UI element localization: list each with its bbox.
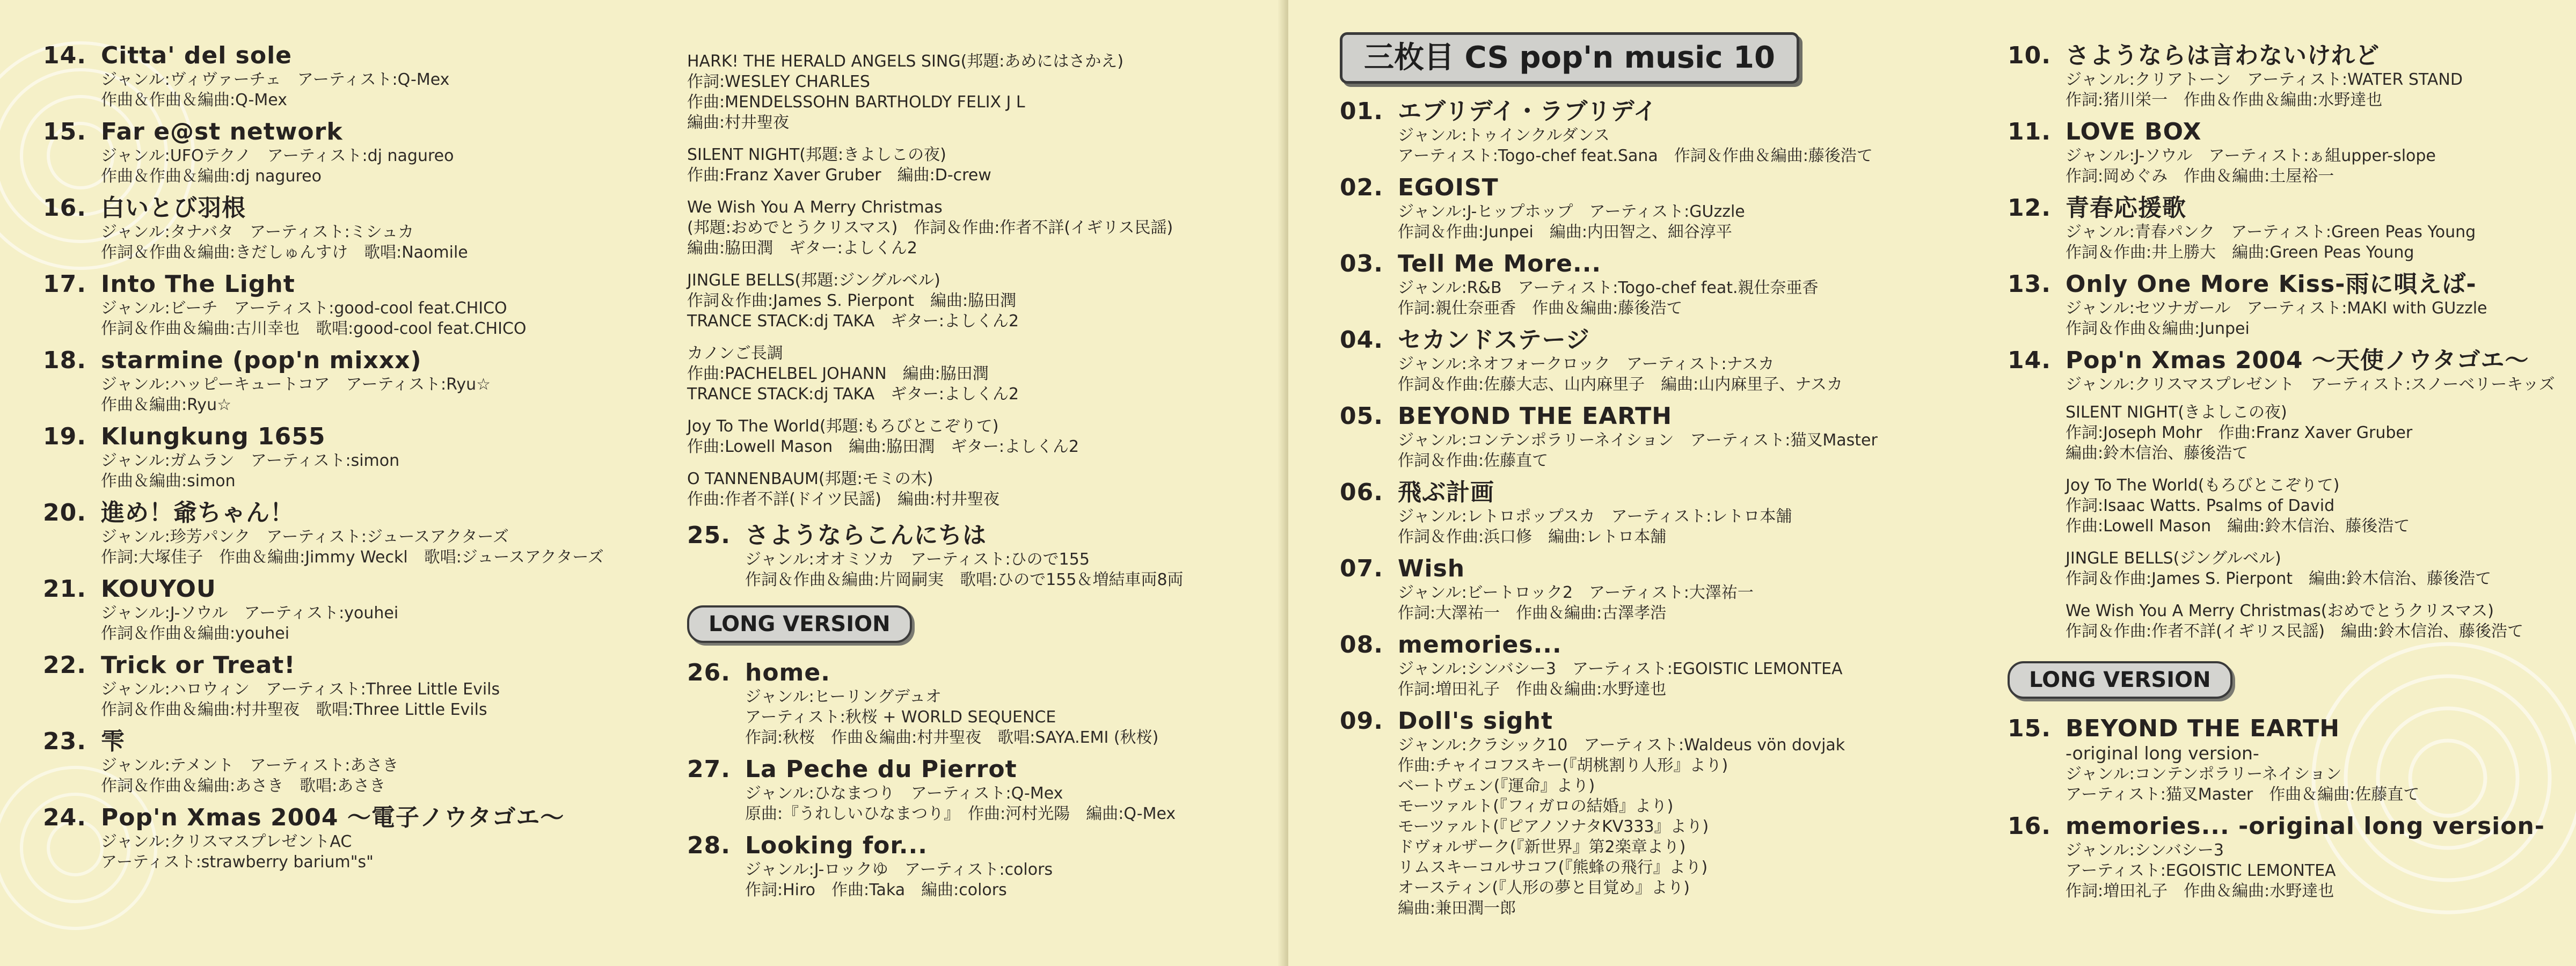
track-number: 15. [2008, 715, 2051, 742]
track-number: 05. [1340, 402, 1383, 430]
track-credit: 作詞:猪川栄一 作曲＆作曲＆編曲:水野達也 [2066, 91, 2383, 109]
right-track-column [1340, 32, 2000, 926]
track-number: 26. [687, 659, 731, 686]
track-credit: 作詞:増田礼子 作曲＆編曲:水野達也 [1398, 680, 1667, 699]
track-credit: ジャンル:クリスマスプレゼント アーティスト:スノーベリーキッズ [2066, 375, 2555, 394]
track-credit: ジャンル:J-ヒップホップ アーティスト:GUzzle [1398, 202, 1745, 221]
track-number: 27. [687, 756, 731, 783]
track-credit: 作詞＆作曲＆編曲:片岡嗣実 歌唱:ひので155＆増結車両8両 [745, 570, 1184, 589]
track-name: 進め！爺ちゃん！ [101, 499, 294, 526]
medley-credit: 作曲:MENDELSSOHN BARTHOLDY FELIX J L [687, 93, 1025, 112]
track-name: さようならこんにちは [745, 522, 987, 549]
long-version-badge-wrap [2008, 654, 2560, 715]
track-number: 14. [2008, 347, 2051, 374]
track-credit: ジャンル:R&B アーティスト:Togo-chef feat.親仕奈亜香 [1398, 279, 1819, 297]
track-title [2008, 715, 2560, 743]
track-credit: 作詞＆作曲:佐藤大志、山内麻里子 編曲:山内麻里子、ナスカ [1398, 375, 1843, 394]
medley-credit: 作曲:作者不詳(ドイツ民謡) 編曲:村井聖夜 [687, 490, 1000, 509]
track-title [43, 804, 676, 832]
track-credit: 作詞:秋桜 作曲＆編曲:村井聖夜 歌唱:SAYA.EMI (秋桜) [745, 728, 1159, 747]
track-entry [2008, 118, 2560, 187]
track-credit: 作詞＆作曲＆編曲:古川幸也 歌唱:good-cool feat.CHICO [101, 319, 527, 338]
track-name: Citta' del sole [101, 42, 292, 69]
track-number: 12. [2008, 194, 2051, 222]
medley-song-title: We Wish You A Merry Christmas [687, 198, 943, 217]
track-name: KOUYOU [101, 575, 216, 603]
track-credit: 原曲:『うれしいひなまつり』 作曲:河村光陽 編曲:Q-Mex [745, 804, 1176, 823]
track-credit: 作詞＆作曲:浜口修 編曲:レトロ本舗 [1398, 528, 1667, 546]
track-number: 24. [43, 804, 86, 831]
medley-credit: 作詞:WESLEY CHARLES [687, 72, 870, 91]
track-entry [687, 756, 1267, 824]
track-credit: 作詞＆作曲＆編曲:Junpei [2066, 319, 2250, 338]
track-title [2008, 270, 2560, 298]
medley-credit: 作曲:Lowell Mason 編曲:脇田潤 ギター:よしくん2 [687, 437, 1079, 456]
track-entry [1340, 402, 2000, 471]
medley-song-title: Joy To The World(もろびとこぞりて) [2066, 476, 2340, 495]
track-title [1340, 555, 2000, 583]
track-number: 09. [1340, 707, 1383, 735]
track-credit: アーティスト:EGOISTIC LEMONTEA [2066, 861, 2336, 880]
track-title [1340, 326, 2000, 354]
track-name: Looking for... [745, 832, 928, 859]
track-credit: ジャンル:オオミソカ アーティスト:ひので155 [745, 550, 1090, 569]
track-title [1340, 98, 2000, 126]
track-credit: 作詞＆作曲:Junpei 編曲:内田智之、細谷淳平 [1398, 223, 1732, 241]
medley-credit: 編曲:脇田潤 ギター:よしくん2 [687, 239, 918, 258]
track-number: 16. [43, 194, 86, 222]
track-number: 21. [43, 575, 86, 603]
track-credit: ジャンル:珍芳パンク アーティスト:ジュースアクターズ [101, 528, 509, 546]
medley-block [687, 197, 1267, 259]
track-name: memories... [1398, 631, 1562, 658]
track-number: 15. [43, 118, 86, 145]
track-credit: 作曲＆作曲＆編曲:Q-Mex [101, 91, 287, 109]
track-title [2008, 813, 2560, 840]
track-name: BEYOND THE EARTH [2066, 715, 2340, 742]
track-title [43, 423, 676, 451]
track-credit: 作曲＆作曲＆編曲:dj nagureo [101, 167, 322, 186]
track-title [687, 756, 1267, 784]
track-name: Wish [1398, 555, 1465, 582]
track-credit: リムスキーコルサコフ(『熊蜂の飛行』より) [1398, 858, 1708, 877]
track-credit: ジャンル:ネオフォークロック アーティスト:ナスカ [1398, 355, 1775, 374]
track-credit: ジャンル:クリスマスプレゼントAC [101, 832, 352, 851]
track-number: 02. [1340, 174, 1383, 201]
track-credit: ドヴォルザーク(『新世界』第2楽章より) [1398, 838, 1686, 857]
track-title [687, 832, 1267, 860]
track-credit: ジャンル:ヴィヴァーチェ アーティスト:Q-Mex [101, 70, 450, 89]
track-title [1340, 402, 2000, 430]
track-name: memories... -original long version- [2066, 813, 2545, 840]
track-entry [1340, 98, 2000, 166]
track-credit: ジャンル:青春パンク アーティスト:Green Peas Young [2066, 223, 2476, 241]
track-name: Trick or Treat! [101, 652, 296, 679]
track-entry [2008, 715, 2560, 805]
track-title [1340, 707, 2000, 735]
medley-block [2066, 548, 2560, 589]
track-title [43, 347, 676, 375]
track-number: 22. [43, 652, 86, 679]
track-entry [2008, 813, 2560, 902]
medley-block [687, 52, 1267, 133]
track-title [2008, 194, 2560, 222]
track-credit: 作詞＆作曲:佐藤直て [1398, 451, 1549, 470]
track-credit: ジャンル:タナバタ アーティスト:ミシュカ [101, 223, 414, 241]
track-number: 16. [2008, 813, 2051, 840]
track-name: La Peche du Pierrot [745, 756, 1017, 783]
track-number: 25. [687, 522, 731, 549]
medley-credit: 編曲:村井聖夜 [687, 113, 790, 132]
track-title [2008, 42, 2560, 70]
track-credit: 作詞＆作曲＆編曲:村井聖夜 歌唱:Three Little Evils [101, 700, 487, 719]
track-credit: ジャンル:セツナガール アーティスト:MAKI with GUzzle [2066, 299, 2487, 318]
track-credit: 作詞:大塚佳子 作曲＆編曲:Jimmy Weckl 歌唱:ジュースアクターズ [101, 548, 604, 567]
track-credit: ジャンル:ハロウィン アーティスト:Three Little Evils [101, 680, 500, 699]
track-credit: ジャンル:クラシック10 アーティスト:Waldeus vön dovjak [1398, 736, 1845, 755]
track-title [2008, 347, 2560, 375]
track-credit: 作詞:増田礼子 作曲＆編曲:水野達也 [2066, 882, 2334, 901]
track-name: Doll's sight [1398, 707, 1553, 735]
track-name: さようならは言わないけれど [2066, 42, 2380, 69]
track-entry [43, 575, 676, 644]
track-number: 28. [687, 832, 731, 859]
track-name: セカンドステージ [1398, 326, 1590, 354]
track-credit: ジャンル:コンテンポラリーネイション [2066, 765, 2342, 784]
track-title [1340, 174, 2000, 202]
track-entry [1340, 555, 2000, 624]
track-credit: 作詞＆作曲＆編曲:あさき 歌唱:あさき [101, 777, 386, 795]
track-name: Only One More Kiss-雨に唄えば- [2066, 270, 2477, 298]
track-number: 19. [43, 423, 86, 450]
track-title [43, 118, 676, 146]
medley-credit: TRANCE STACK:dj TAKA ギター:よしくん2 [687, 312, 1019, 331]
medley-block [687, 270, 1267, 332]
track-credit: アーティスト:Togo-chef feat.Sana 作詞＆作曲＆編曲:藤後浩て [1398, 147, 1873, 165]
track-number: 14. [43, 42, 86, 69]
track-entry [1340, 631, 2000, 700]
medley-credit: 作曲:PACHELBEL JOHANN 編曲:脇田潤 [687, 364, 989, 383]
track-name: Pop'n Xmas 2004 ～電子ノウタゴエ～ [101, 804, 565, 831]
track-credit: 作曲:チャイコフスキー(『胡桃割り人形』より) [1398, 756, 1728, 775]
track-title [43, 499, 676, 527]
track-entry [2008, 194, 2560, 263]
medley-list [2008, 402, 2560, 642]
track-title [43, 652, 676, 679]
track-credit: ジャンル:J-ロックゆ アーティスト:colors [745, 860, 1053, 879]
medley-song-title: JINGLE BELLS(ジングルベル) [2066, 549, 2281, 568]
track-number: 06. [1340, 479, 1383, 506]
medley-credit: TRANCE STACK:dj TAKA ギター:よしくん2 [687, 385, 1019, 404]
track-credit: ジャンル:テメント アーティスト:あさき [101, 756, 399, 775]
track-entry [1340, 707, 2000, 919]
track-name: BEYOND THE EARTH [1398, 402, 1673, 430]
track-entry [43, 118, 676, 187]
track-name: LOVE BOX [2066, 118, 2202, 145]
track-credit: 作詞＆作曲:井上勝大 編曲:Green Peas Young [2066, 243, 2414, 262]
track-title [43, 575, 676, 603]
track-number: 04. [1340, 326, 1383, 354]
track-credit: ジャンル:トゥインクルダンス [1398, 126, 1610, 145]
medley-credit: 作曲:Lowell Mason 編曲:鈴木信治、藤後浩て [2066, 517, 2410, 536]
track-title [687, 522, 1267, 550]
track-title [43, 42, 676, 70]
track-title [43, 728, 676, 756]
track-entry [1340, 326, 2000, 395]
medley-song-title: O TANNENBAUM(邦題:モミの木) [687, 470, 933, 488]
track-credit: アーティスト:strawberry barium"s" [101, 853, 374, 872]
track-entry [1340, 250, 2000, 319]
medley-block [2066, 402, 2560, 464]
track-credit: アーティスト:秋桜 + WORLD SEQUENCE [745, 708, 1056, 727]
track-name: 飛ぶ計画 [1398, 479, 1494, 506]
track-name: home. [745, 659, 830, 686]
track-credit: ジャンル:ビートロック2 アーティスト:大澤祐一 [1398, 583, 1754, 602]
track-credit: ジャンル:J-ソウル アーティスト:ぁ組upper-slope [2066, 147, 2436, 165]
medley-credit: (邦題:おめでとうクリスマス) 作詞＆作曲:作者不詳(イギリス民謡) [687, 218, 1173, 237]
track-credit: オースティン(『人形の夢と目覚め』より) [1398, 879, 1690, 897]
medley-block [687, 145, 1267, 186]
medley-block [2066, 601, 2560, 642]
track-name: Klungkung 1655 [101, 423, 326, 450]
track-name: Far e@st network [101, 118, 343, 145]
track-entry [1340, 479, 2000, 547]
medley-block [687, 469, 1267, 510]
track-entry [43, 652, 676, 720]
track-name: Tell Me More... [1398, 250, 1602, 277]
track-title [1340, 250, 2000, 278]
medley-block [687, 416, 1267, 457]
track-entry [2008, 42, 2560, 111]
track-name: Pop'n Xmas 2004 ～天使ノウタゴエ～ [2066, 347, 2529, 374]
track-credit: 作詞:Hiro 作曲:Taka 編曲:colors [745, 881, 1007, 899]
track-entry [43, 804, 676, 873]
track-entry [687, 832, 1267, 901]
track-title [687, 659, 1267, 687]
track-name: エブリデイ・ラブリデイ [1398, 98, 1658, 125]
track-credit: ジャンル:シンバシー3 アーティスト:EGOISTIC LEMONTEA [1398, 660, 1843, 678]
track-title [1340, 631, 2000, 659]
medley-song-title: カノンご長調 [687, 344, 783, 363]
track-entry [2008, 347, 2560, 395]
track-number: 11. [2008, 118, 2051, 145]
track-entry [1340, 174, 2000, 243]
medley-credit: 作詞＆作曲:James S. Pierpont 編曲:鈴木信治、藤後浩て [2066, 569, 2492, 588]
track-title [43, 270, 676, 298]
track-credit: ジャンル:UFOテクノ アーティスト:dj nagureo [101, 147, 454, 165]
track-credit: アーティスト:猫叉Master 作曲＆編曲:佐藤直て [2066, 785, 2420, 804]
right-page [1288, 0, 2576, 966]
track-credit: 編曲:兼田潤一郎 [1398, 899, 1516, 918]
track-credit: 作詞＆作曲＆編曲:きだしゅんすけ 歌唱:Naomile [101, 243, 468, 262]
track-credit: ジャンル:シンバシー3 [2066, 841, 2224, 860]
right-track-column-2 [2008, 42, 2560, 909]
track-name: starmine (pop'n mixxx) [101, 347, 422, 374]
track-entry [43, 194, 676, 263]
track-entry [43, 270, 676, 339]
medley-credit: 作詞＆作曲:作者不詳(イギリス民謡) 編曲:鈴木信治、藤後浩て [2066, 622, 2524, 641]
left-track-column-2 [687, 52, 1267, 908]
track-credit: 作詞:岡めぐみ 作曲＆編曲:土屋裕一 [2066, 167, 2334, 186]
medley-credit: 作詞＆作曲:James S. Pierpont 編曲:脇田潤 [687, 291, 1017, 310]
left-track-column [43, 42, 676, 880]
track-number: 18. [43, 347, 86, 374]
disc-header-badge-wrap [1340, 32, 2000, 98]
long-version-badge: LONG VERSION [687, 605, 912, 643]
track-name: Into The Light [101, 270, 295, 298]
track-name: 白いとび羽根 [101, 194, 246, 222]
track-name: 青春応援歌 [2066, 194, 2186, 222]
track-credit: ジャンル:ビーチ アーティスト:good-cool feat.CHICO [101, 299, 507, 318]
track-subtitle: -original long version- [2066, 743, 2259, 764]
track-number: 03. [1340, 250, 1383, 277]
track-credit: 作詞:親仕奈亜香 作曲＆編曲:藤後浩て [1398, 299, 1683, 318]
track-number: 20. [43, 499, 86, 526]
medley-song-title: SILENT NIGHT(きよしこの夜) [2066, 403, 2287, 422]
track-entry [43, 423, 676, 492]
track-entry [2008, 270, 2560, 339]
track-name: EGOIST [1398, 174, 1499, 201]
medley-block [2066, 475, 2560, 537]
track-entry [687, 659, 1267, 748]
medley-song-title: JINGLE BELLS(邦題:ジングルベル) [687, 271, 940, 290]
medley-block [687, 343, 1267, 405]
track-credit: 作詞＆作曲＆編曲:youhei [101, 624, 290, 643]
track-number: 23. [43, 728, 86, 755]
medley-song-title: HARK! THE HERALD ANGELS SING(邦題:あめにはさかえ) [687, 52, 1124, 71]
track-credit: ジャンル:ひなまつり アーティスト:Q-Mex [745, 784, 1063, 803]
track-credit: ジャンル:コンテンポラリーネイション アーティスト:猫叉Master [1398, 431, 1878, 450]
medley-song-title: We Wish You A Merry Christmas(おめでとうクリスマス) [2066, 602, 2494, 620]
track-number: 08. [1340, 631, 1383, 658]
track-credit: 作曲＆編曲:Ryu☆ [101, 396, 231, 414]
track-title [1340, 479, 2000, 507]
track-number: 01. [1340, 98, 1383, 125]
track-credit: ジャンル:ハッピーキュートコア アーティスト:Ryu☆ [101, 375, 491, 394]
track-credit: 作詞:大澤祐一 作曲＆編曲:古澤孝浩 [1398, 604, 1667, 623]
medley-song-title: SILENT NIGHT(邦題:きよしこの夜) [687, 145, 946, 164]
track-entry [43, 728, 676, 796]
track-credit: ジャンル:レトロポップスカ アーティスト:レトロ本舗 [1398, 507, 1792, 526]
track-entry [43, 347, 676, 415]
track-number: 17. [43, 270, 86, 298]
disc-header-badge: 三枚目 CS pop'n music 10 [1340, 32, 1799, 84]
medley-credit: 編曲:鈴木信治、藤後浩て [2066, 444, 2249, 463]
track-entry [43, 499, 676, 568]
track-credit: ジャンル:ガムラン アーティスト:simon [101, 451, 400, 470]
long-version-badge-wrap [687, 598, 1267, 659]
long-version-badge: LONG VERSION [2008, 661, 2232, 699]
track-name: 雫 [101, 728, 125, 755]
track-credit: ジャンル:ヒーリングデュオ [745, 687, 942, 706]
track-number: 13. [2008, 270, 2051, 298]
track-credit: モーツァルト(『フィガロの結婚』より) [1398, 797, 1674, 816]
track-number: 10. [2008, 42, 2051, 69]
track-credit: ジャンル:J-ソウル アーティスト:youhei [101, 604, 399, 623]
medley-credit: 作詞:Isaac Watts. Psalms of David [2066, 496, 2335, 515]
track-credit: ジャンル:クリアトーン アーティスト:WATER STAND [2066, 70, 2463, 89]
track-number: 07. [1340, 555, 1383, 582]
track-entry [687, 522, 1267, 590]
track-title [2008, 118, 2560, 146]
medley-credit: 作詞:Joseph Mohr 作曲:Franz Xaver Gruber [2066, 423, 2413, 442]
medley-song-title: Joy To The World(邦題:もろびとこぞりて) [687, 417, 999, 436]
track-title [43, 194, 676, 222]
medley-credit: 作曲:Franz Xaver Gruber 編曲:D-crew [687, 166, 991, 185]
track-entry [43, 42, 676, 111]
track-credit: ベートヴェン(『運命』より) [1398, 777, 1595, 795]
track-credit: 作曲＆編曲:simon [101, 472, 236, 491]
track-credit: モーツァルト(『ピアノソナタKV333』より) [1398, 817, 1709, 836]
